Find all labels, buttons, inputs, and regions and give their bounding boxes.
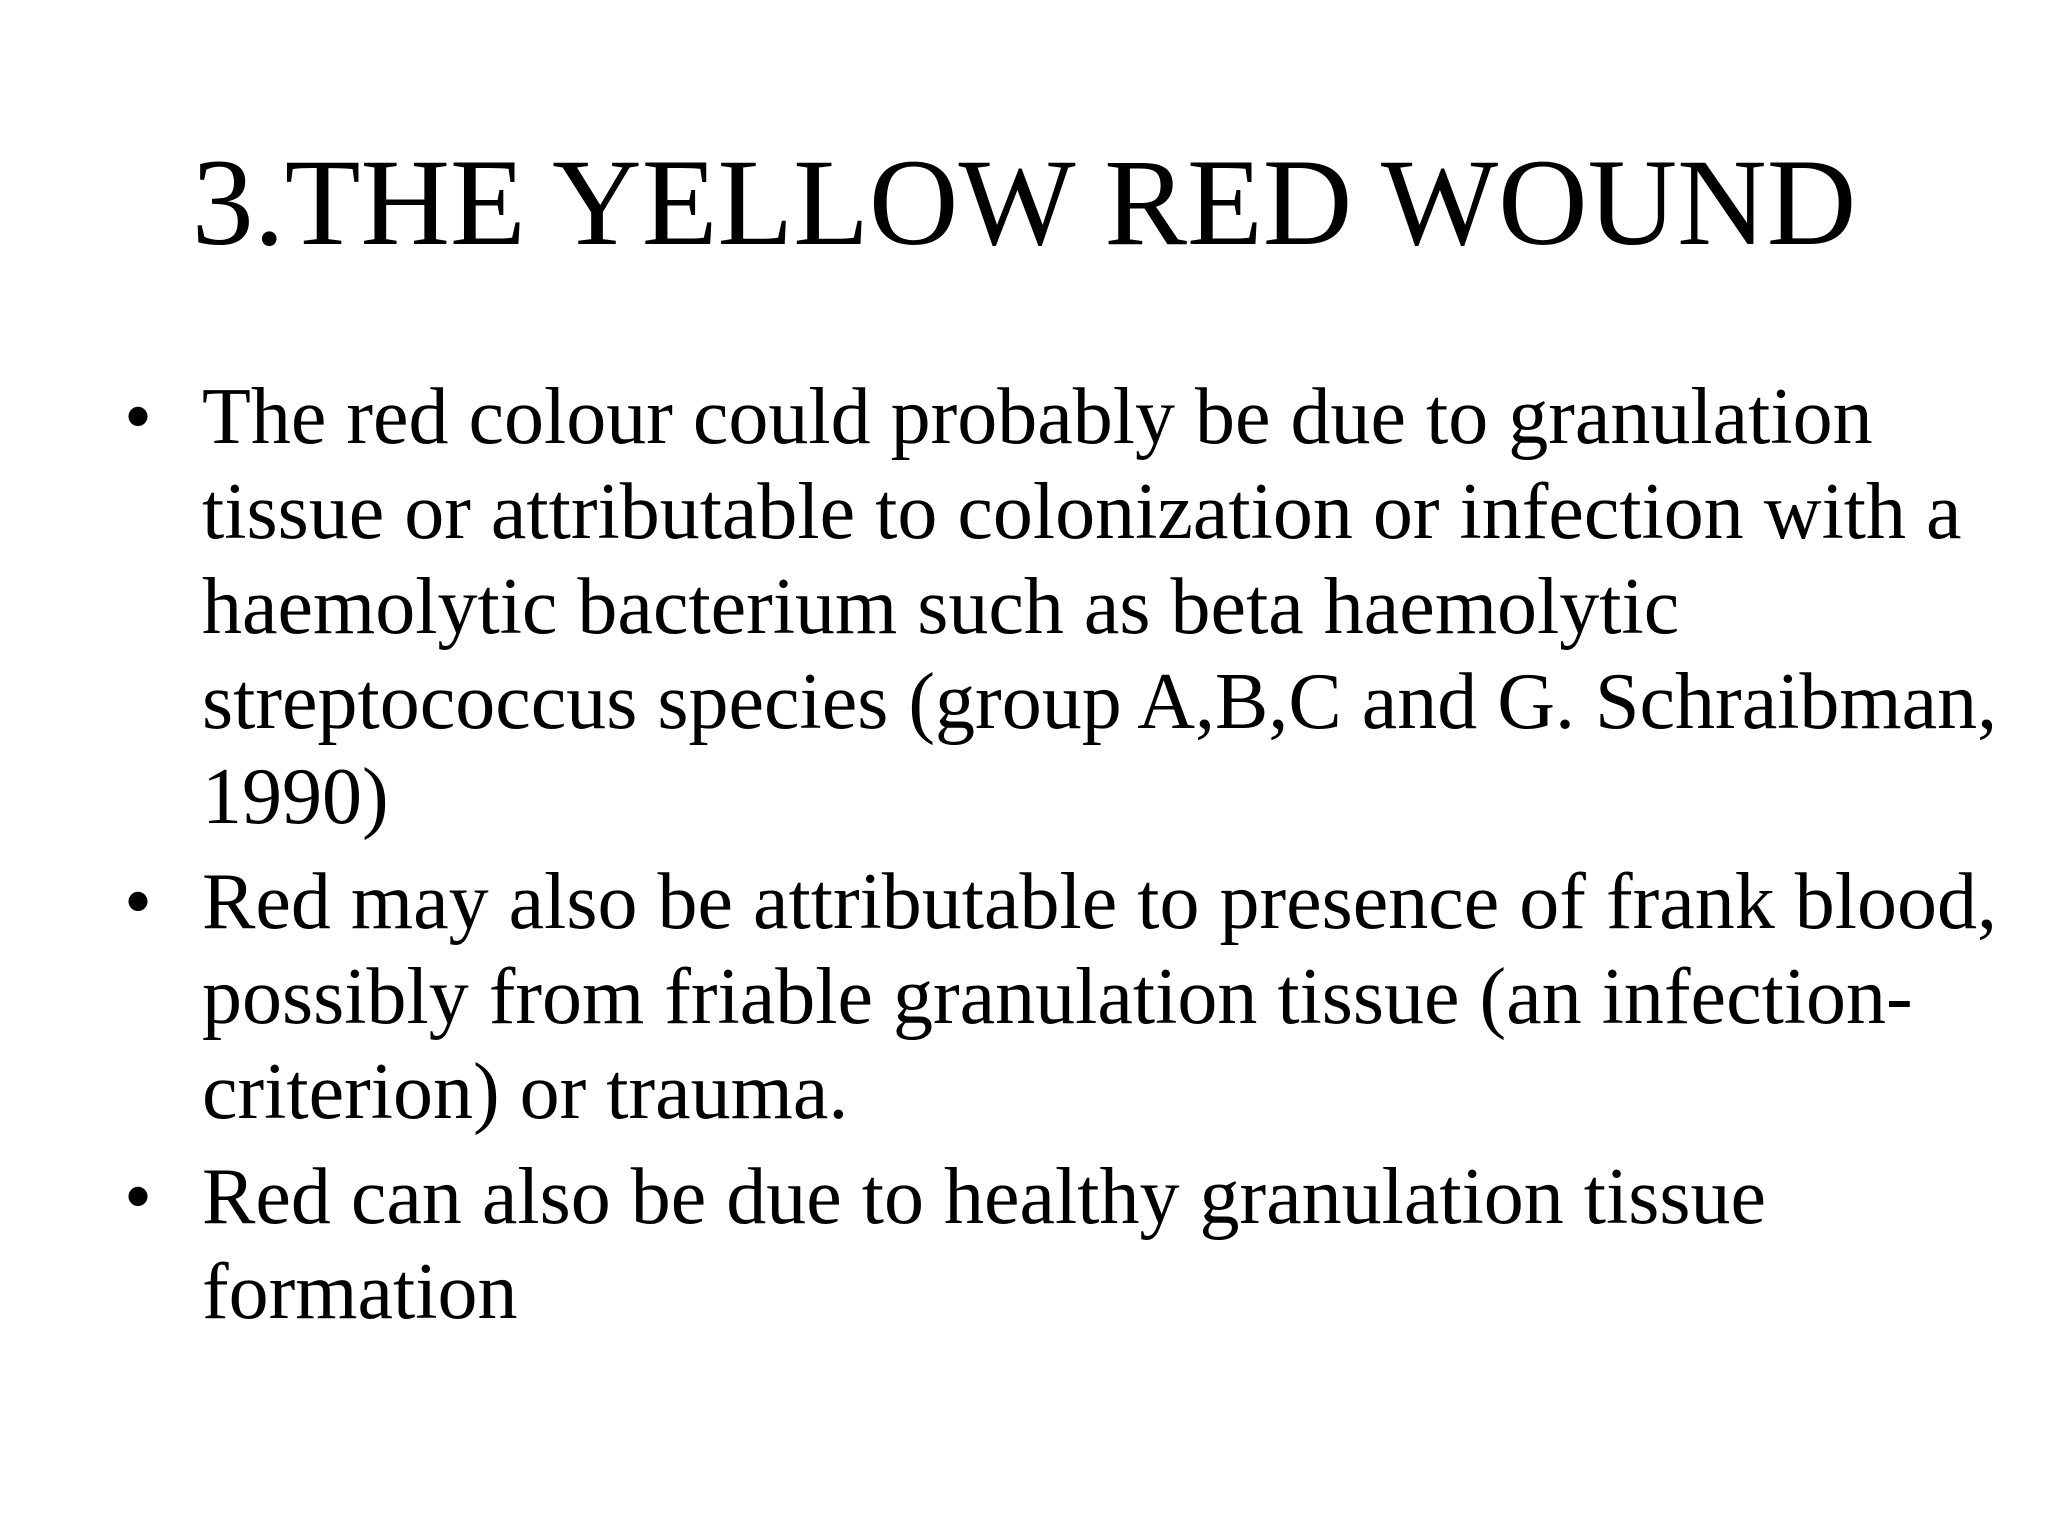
bullet-dot: • xyxy=(124,858,153,946)
bullet-dot: • xyxy=(124,373,153,461)
bullet-item xyxy=(124,855,2004,1140)
bullet-item xyxy=(124,1150,2004,1340)
slide-title: 3.THE YELLOW RED WOUND xyxy=(191,134,1857,271)
bullet-text: Red can also be due to healthy granulation tissue formation xyxy=(202,1153,1767,1336)
bullet-text: The red colour could probably be due to granulation tissue or attributable to colonization or infection with a haemolytic bacterium such as beta haemolytic streptococcus species (group A,B,C and G. Schraibman, 1990) xyxy=(202,373,1998,841)
bullet-list xyxy=(124,370,2004,1350)
bullet-text: Red may also be attributable to presence of frank blood, possibly from friable granulation tissue (an infection- criterion) or trauma. xyxy=(202,858,1997,1136)
bullet-dot: • xyxy=(124,1153,153,1241)
bullet-item xyxy=(124,370,2004,845)
